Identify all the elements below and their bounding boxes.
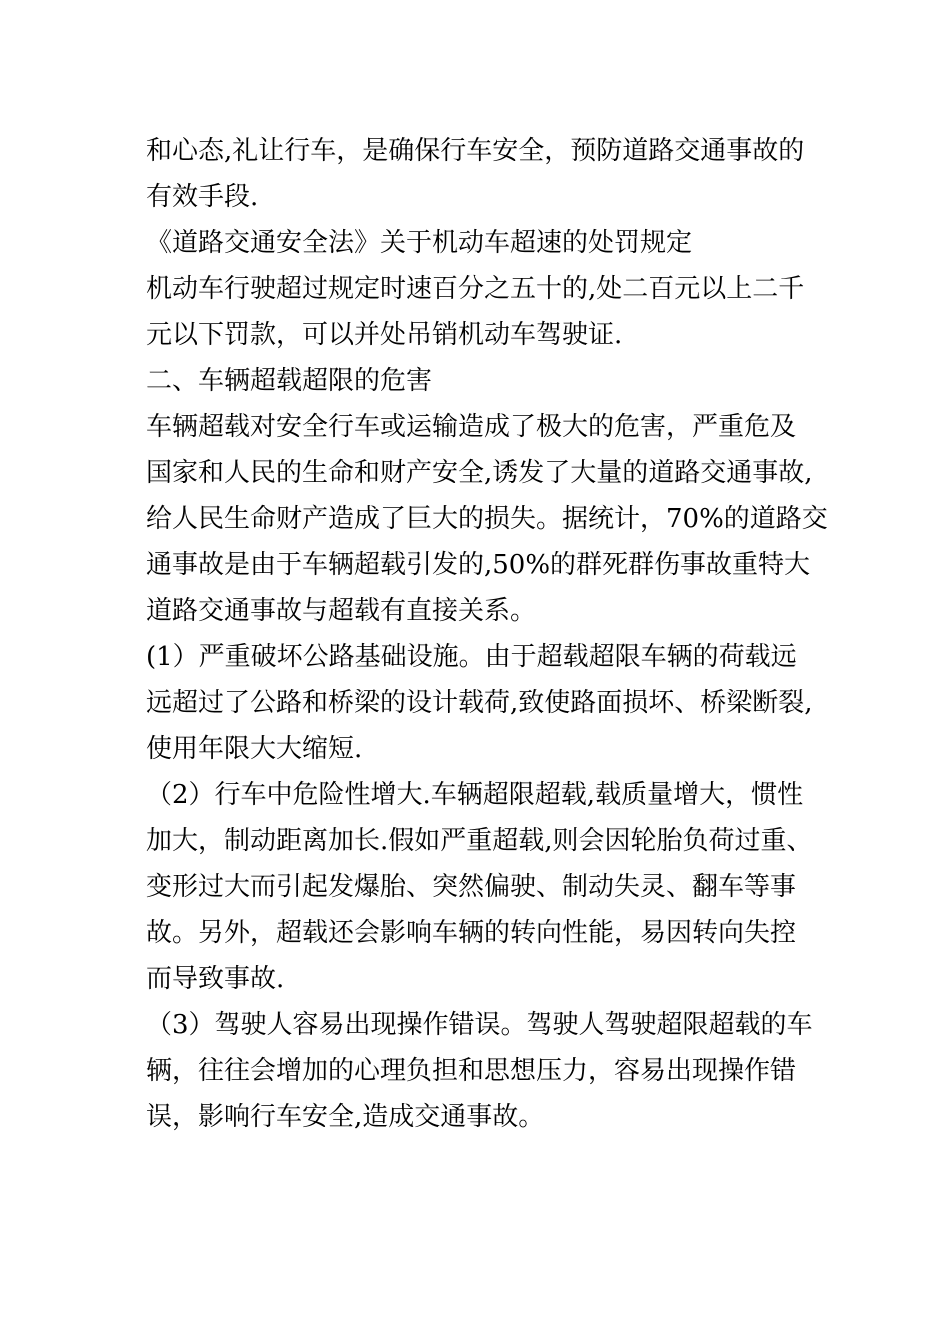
list-item-line: 误，影响行车安全,造成交通事故。: [146, 1102, 545, 1132]
list-item-line: （2）行车中危险性增大.车辆超限超载,载质量增大，惯性: [146, 780, 804, 810]
list-item-line: 加大，制动距离加长.假如严重超载,则会因轮胎负荷过重、: [146, 826, 813, 856]
text-line: 机动车行驶超过规定时速百分之五十的,处二百元以上二千: [146, 274, 805, 304]
text-line: 给人民生命财产造成了巨大的损失。据统计，70%的道路交: [146, 504, 828, 534]
text-line: 通事故是由于车辆超载引发的,50%的群死群伤事故重特大: [146, 550, 811, 580]
list-item-line: 远超过了公路和桥梁的设计载荷,致使路面损坏、桥梁断裂,: [146, 688, 813, 718]
section-heading: 二、车辆超载超限的危害: [146, 366, 433, 396]
list-item-line: 辆，往往会增加的心理负担和思想压力，容易出现操作错: [146, 1056, 797, 1086]
list-item-line: （3）驾驶人容易出现操作错误。驾驶人驾驶超限超载的车: [146, 1010, 813, 1040]
text-line: 国家和人民的生命和财产安全,诱发了大量的道路交通事故,: [146, 458, 813, 488]
list-item-line: 使用年限大大缩短.: [146, 734, 363, 764]
section-heading: 《道路交通安全法》关于机动车超速的处罚规定: [146, 228, 693, 258]
text-line: 元以下罚款，可以并处吊销机动车驾驶证.: [146, 320, 623, 350]
list-item-line: 变形过大而引起发爆胎、突然偏驶、制动失灵、翻车等事: [146, 872, 797, 902]
text-line: 有效手段.: [146, 182, 259, 212]
list-item-line: 而导致事故.: [146, 964, 285, 994]
list-item-line: 故。另外，超载还会影响车辆的转向性能，易因转向失控: [146, 918, 797, 948]
text-line: 车辆超载对安全行车或运输造成了极大的危害，严重危及: [146, 412, 797, 442]
document-body: [146, 128, 836, 1140]
list-item-line: (1）严重破坏公路基础设施。由于超载超限车辆的荷载远: [146, 642, 797, 672]
text-line: 道路交通事故与超载有直接关系。: [146, 596, 537, 626]
text-line: 和心态,礼让行车，是确保行车安全，预防道路交通事故的: [146, 136, 805, 166]
